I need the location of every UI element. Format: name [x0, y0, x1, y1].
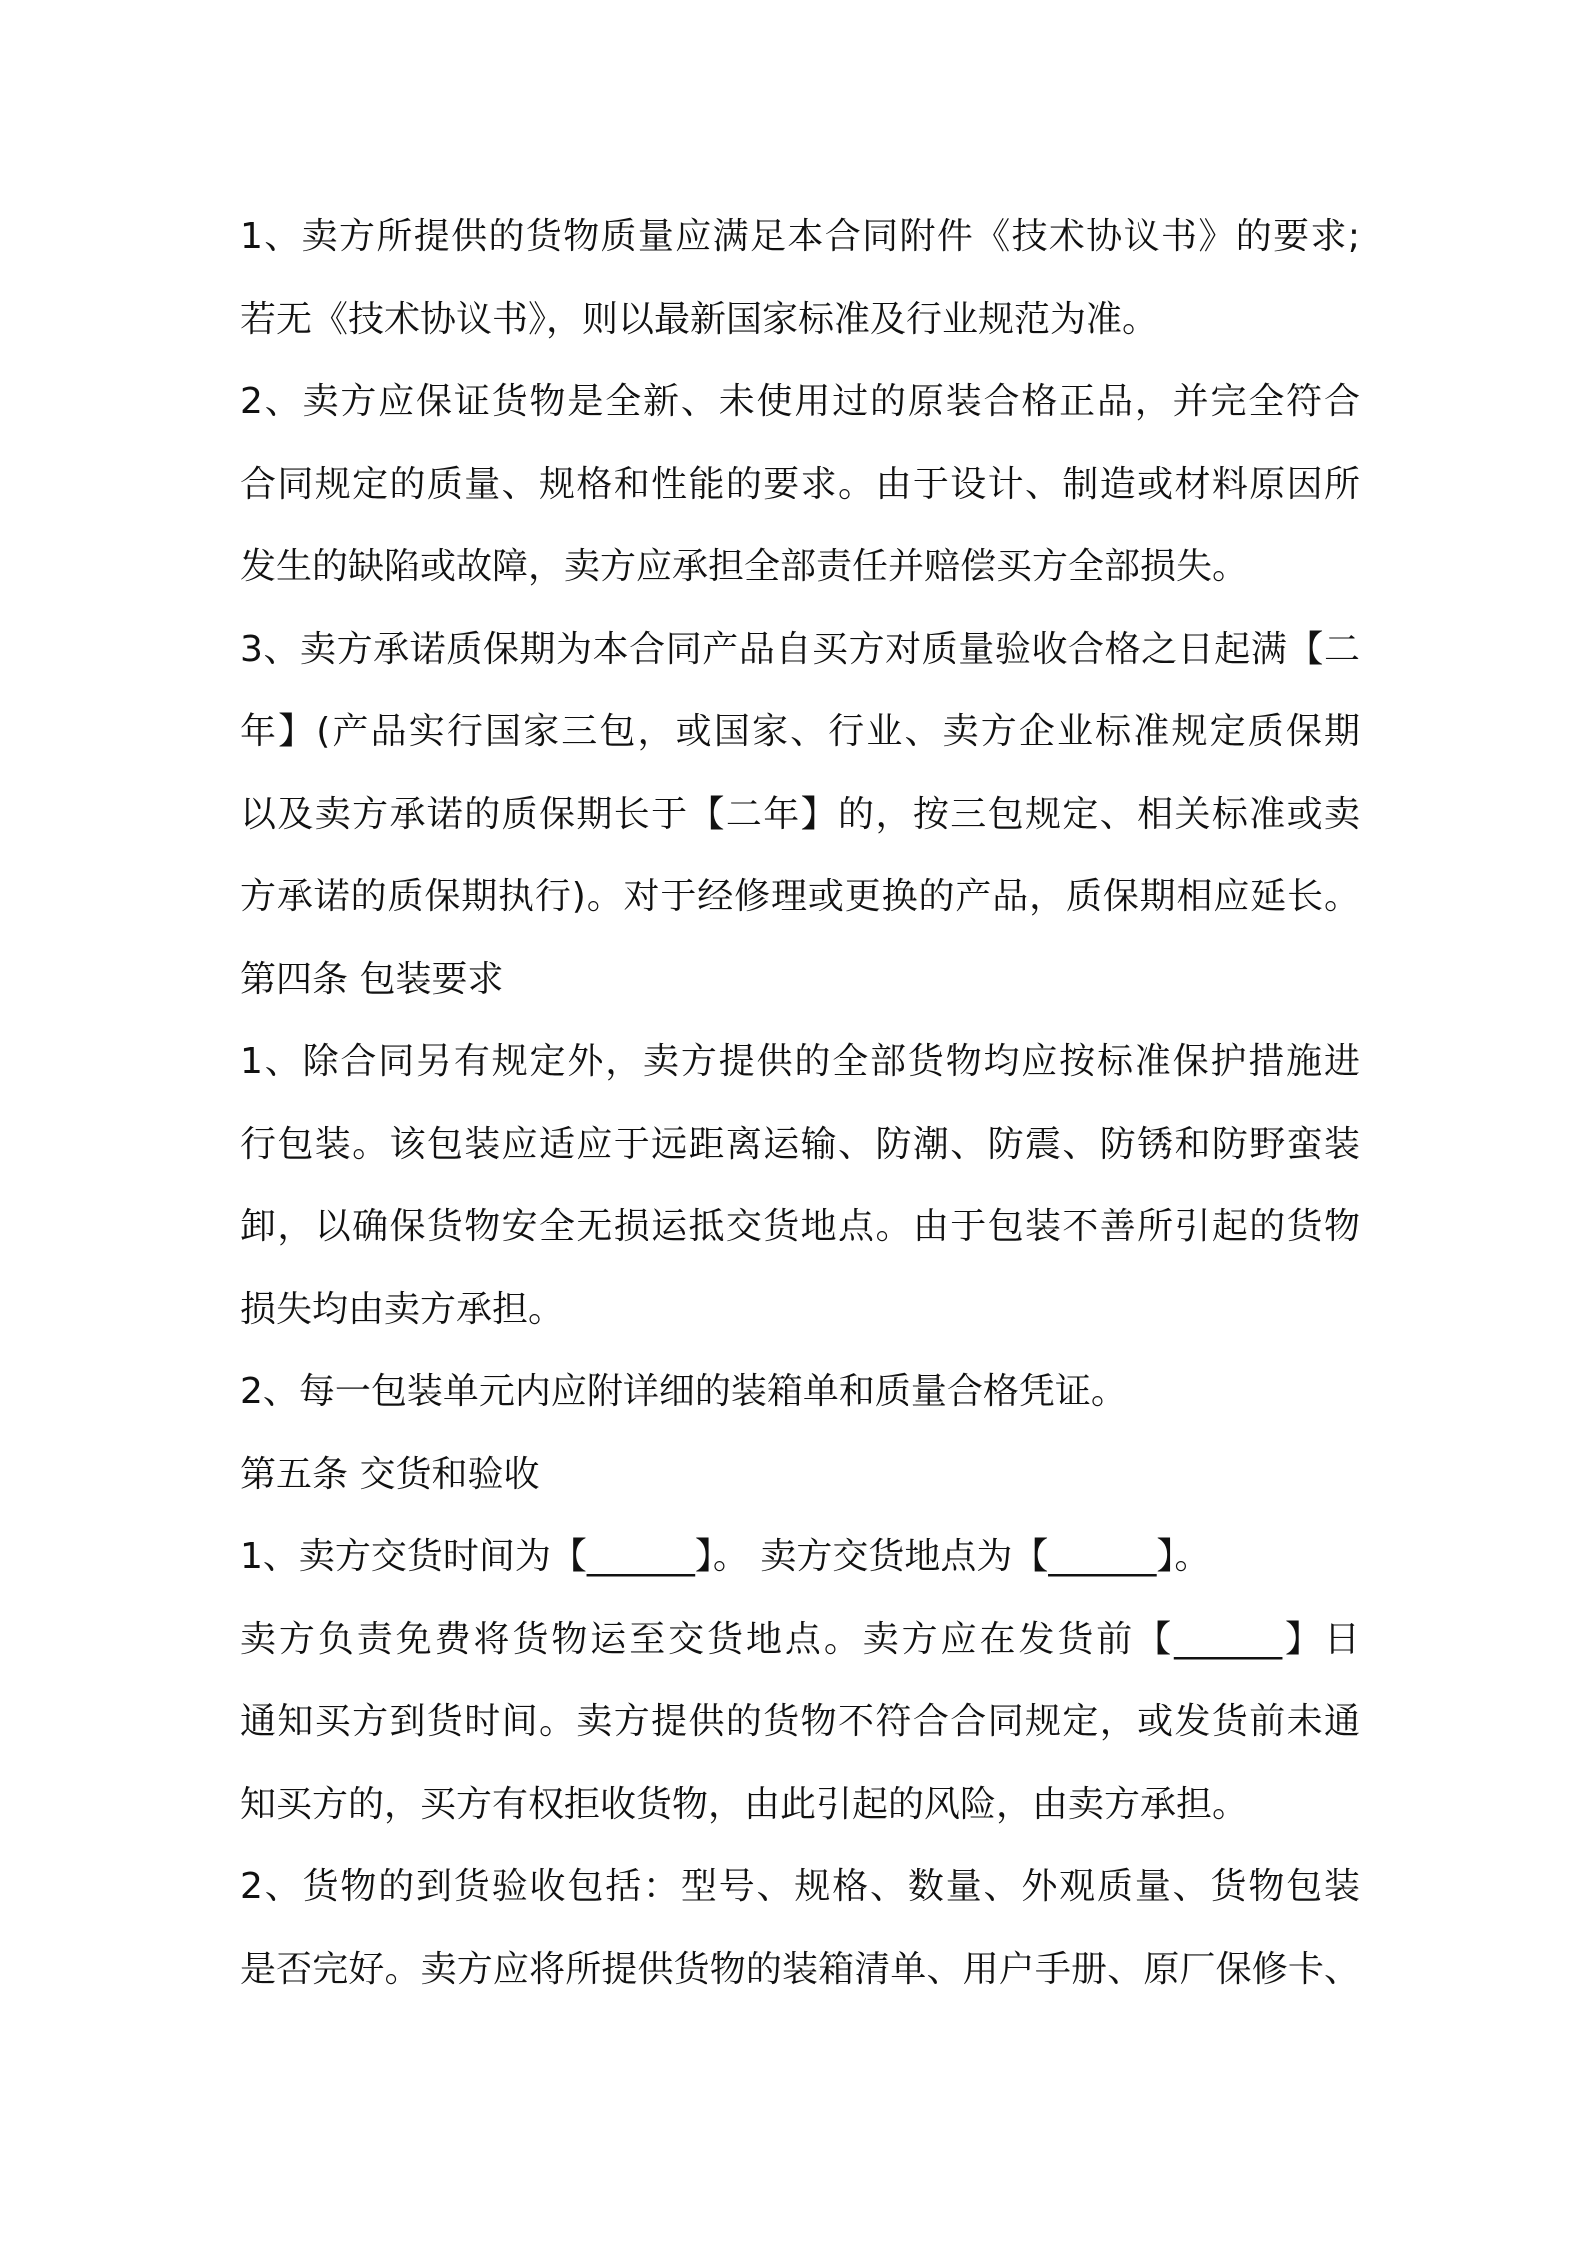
paragraph-line: 1、除合同另有规定外，卖方提供的全部货物均应按标准保护措施进: [240, 1041, 1360, 1082]
paragraph-line: 以及卖方承诺的质保期长于【二年】的，按三包规定、相关标准或卖: [240, 793, 1360, 835]
paragraph-line: 1、卖方交货时间为【______】。 卖方交货地点为【______】。: [240, 1536, 1211, 1577]
paragraph-line: 是否完好。卖方应将所提供货物的装箱清单、用户手册、原厂保修卡、: [240, 1948, 1360, 1990]
paragraph-line: 卖方负责免费将货物运至交货地点。卖方应在发货前【______】日: [240, 1618, 1360, 1660]
section-heading: 第五条 交货和验收: [240, 1453, 540, 1495]
paragraph-line: 合同规定的质量、规格和性能的要求。由于设计、制造或材料原因所: [240, 463, 1360, 505]
paragraph-line: 通知买方到货时间。卖方提供的货物不符合合同规定，或发货前未通: [240, 1701, 1360, 1742]
paragraph-line: 2、每一包装单元内应附详细的装箱单和质量合格凭证。: [240, 1371, 1127, 1412]
document-body: [240, 196, 1360, 2011]
paragraph-line: 知买方的，买方有权拒收货物，由此引起的风险，由卖方承担。: [240, 1783, 1249, 1825]
paragraph-line: 卸，以确保货物安全无损运抵交货地点。由于包装不善所引起的货物: [240, 1206, 1360, 1247]
paragraph-line: 年】(产品实行国家三包，或国家、行业、卖方企业标准规定质保期: [240, 711, 1360, 752]
paragraph-line: 发生的缺陷或故障，卖方应承担全部责任并赔偿买方全部损失。: [240, 546, 1249, 587]
paragraph-line: 3、卖方承诺质保期为本合同产品自买方对质量验收合格之日起满【二: [240, 628, 1360, 670]
paragraph-line: 1、卖方所提供的货物质量应满足本合同附件《技术协议书》的要求;: [240, 216, 1360, 257]
paragraph-line: 2、卖方应保证货物是全新、未使用过的原装合格正品，并完全符合: [240, 381, 1360, 422]
paragraph-line: 方承诺的质保期执行)。对于经修理或更换的产品，质保期相应延长。: [240, 876, 1360, 917]
paragraph-line: 2、货物的到货验收包括：型号、规格、数量、外观质量、货物包装: [240, 1866, 1360, 1907]
paragraph-line: 损失均由卖方承担。: [240, 1288, 565, 1330]
section-heading: 第四条 包装要求: [240, 958, 504, 1000]
paragraph-line: 行包装。该包装应适应于远距离运输、防潮、防震、防锈和防野蛮装: [240, 1123, 1360, 1165]
paragraph-line: 若无《技术协议书》，则以最新国家标准及行业规范为准。: [240, 298, 1159, 340]
